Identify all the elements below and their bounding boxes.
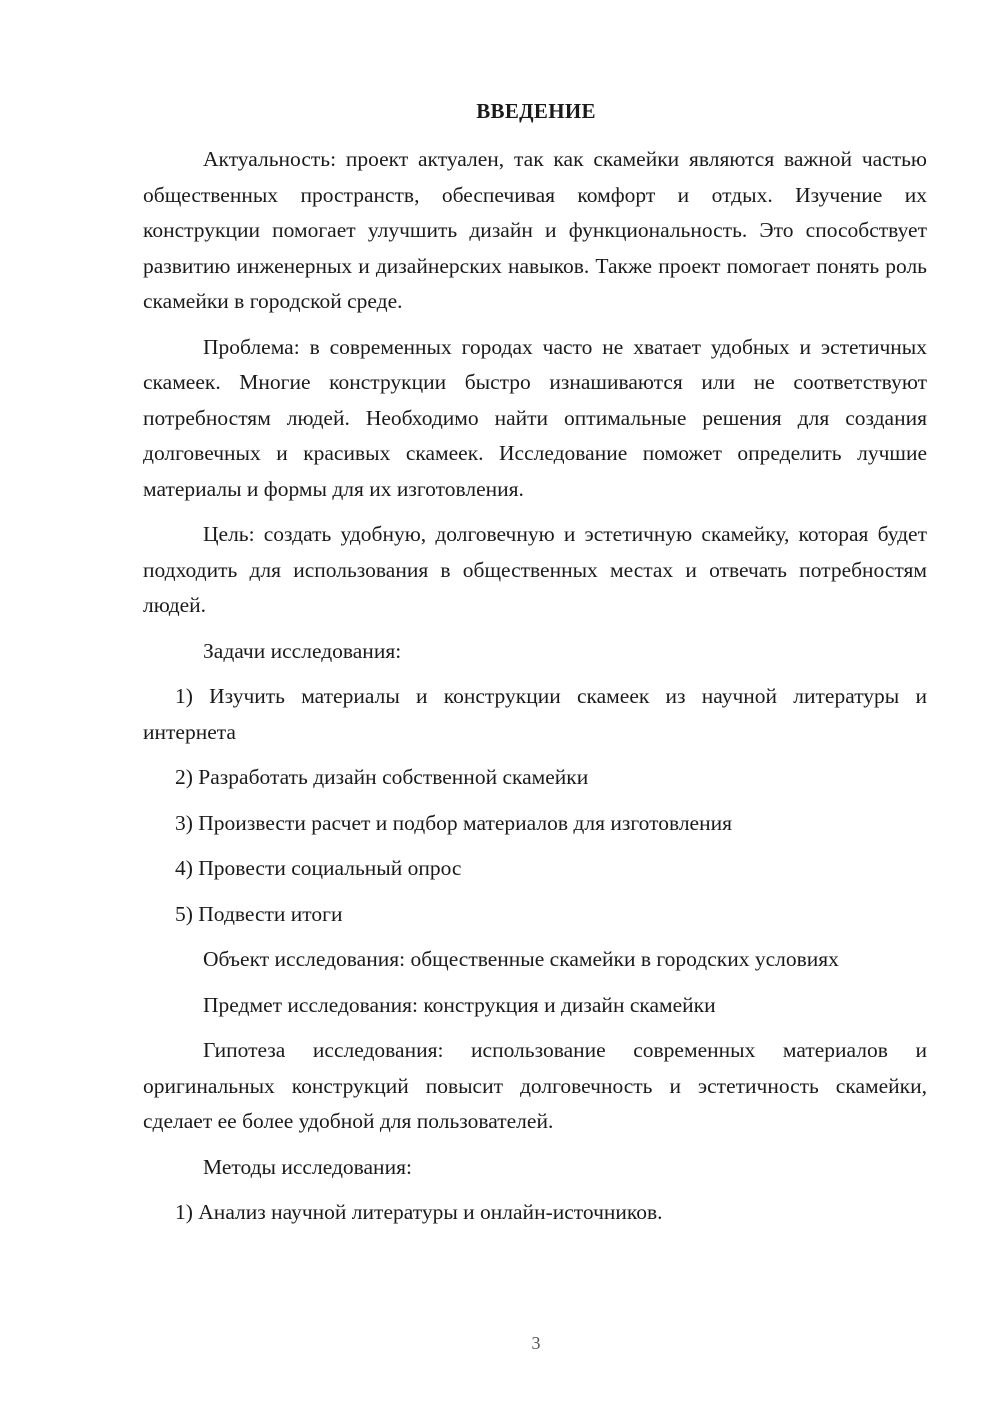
task-item-1: 1) Изучить материалы и конструкции скамеек из научной литературы и интернета	[143, 684, 927, 744]
problem-paragraph: Проблема: в современных городах часто не хватает удобных и эстетичных скамеек. Многие конструкции быстро изнашиваются или не соответствуют потребностям людей. Необходимо найти оптимальные решения для создания долговечных и красивых скамеек. Исследование поможет определить лучшие материалы и формы для их изготовления.	[143, 334, 927, 501]
task-item-3: 3) Произвести расчет и подбор материалов для изготовления	[175, 810, 732, 835]
subject-paragraph: Предмет исследования: конструкция и дизайн скамейки	[203, 992, 716, 1017]
object-paragraph: Объект исследования: общественные скамейки в городских условиях	[203, 947, 839, 971]
relevance-paragraph: Актуальность: проект актуален, так как скамейки являются важной частью общественных пространств, обеспечивая комфорт и отдых. Изучение их конструкции помогает улучшить дизайн и функциональность. Это способствует развитию инженерных и дизайнерских навыков. Также проект помогает понять роль скамейки в городской среде.	[143, 147, 927, 313]
method-item-1: 1) Анализ научной литературы и онлайн-источников.	[175, 1200, 663, 1224]
hypothesis-paragraph: Гипотеза исследования: использование современных материалов и оригинальных конструкций повысит долговечность и эстетичность скамейки, сделает ее более удобной для пользователей.	[143, 1038, 927, 1133]
task-item-2: 2) Разработать дизайн собственной скамейки	[175, 765, 589, 789]
tasks-heading: Задачи исследования:	[203, 638, 402, 663]
methods-heading: Методы исследования:	[203, 1154, 412, 1179]
page-number: 3	[531, 1333, 541, 1353]
task-item-4: 4) Провести социальный опрос	[175, 856, 462, 880]
document-body	[143, 142, 927, 1241]
task-item-5: 5) Подвести итоги	[175, 901, 343, 926]
goal-paragraph: Цель: создать удобную, долговечную и эстетичную скамейку, которая будет подходить для использования в общественных местах и отвечать потребностям людей.	[143, 522, 927, 617]
page-title: ВВЕДЕНИЕ	[476, 99, 596, 123]
